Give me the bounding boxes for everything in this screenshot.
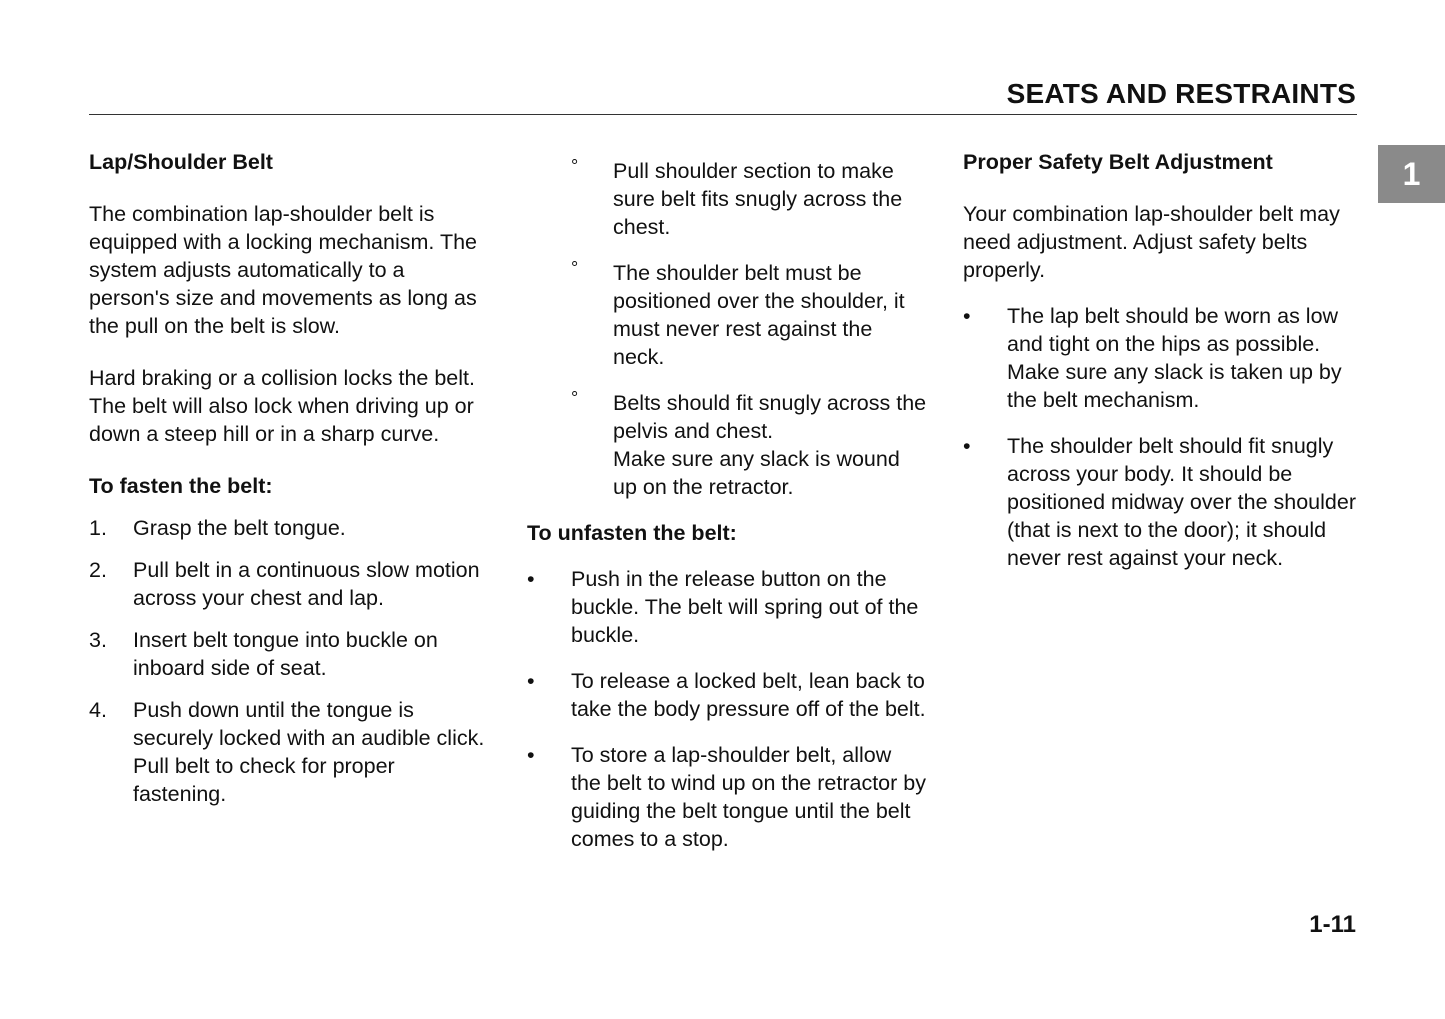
bullet-icon: • (527, 567, 535, 591)
item-text: The shoulder belt should fit snugly across your body. It should be positioned midway over the shoulder (that is next to the door); it should never rest against your neck. (1007, 434, 1356, 570)
step-number: 3. (89, 628, 107, 652)
list-item (527, 157, 927, 241)
heading-fasten: To fasten the belt: (89, 474, 273, 498)
section-title: SEATS AND RESTRAINTS (1006, 78, 1356, 109)
step-text: Grasp the belt tongue. (133, 516, 346, 540)
bullet-icon: • (527, 743, 535, 767)
circle-bullet-icon: ° (571, 156, 579, 176)
list-item (89, 626, 489, 682)
circle-bullet-icon: ° (571, 258, 579, 278)
step-text: Push down until the tongue is securely locked with an audible click. Pull belt to check for proper fastening. (133, 698, 485, 806)
step-text: Pull belt in a continuous slow motion across your chest and lap. (133, 558, 480, 610)
page-number: 1-11 (1309, 911, 1356, 938)
item-text: Pull shoulder section to make sure belt fits snugly across the chest. (613, 159, 903, 239)
bullet-icon: • (963, 434, 971, 458)
paragraph: The combination lap-shoulder belt is equipped with a locking mechanism. The system adjusts automatically to a person's size and movements as long as the pull on the belt is slow. (89, 202, 478, 338)
list-item (527, 667, 927, 723)
heading-lap-shoulder-belt: Lap/Shoulder Belt (89, 150, 273, 174)
header-divider (89, 114, 1357, 115)
item-text: To store a lap-shoulder belt, allow the belt to wind up on the retractor by guiding the belt tongue until the belt comes to a stop. (571, 743, 926, 851)
item-text: The lap belt should be worn as low and tight on the hips as possible. Make sure any slack is taken up by the belt mechanism. (1007, 304, 1342, 412)
step-number: 2. (89, 558, 107, 582)
paragraph: Hard braking or a collision locks the belt. The belt will also lock when driving up or down a steep hill or in a sharp curve. (89, 366, 475, 446)
paragraph: Your combination lap-shoulder belt may need adjustment. Adjust safety belts properly. (963, 202, 1340, 282)
bullet-icon: • (963, 304, 971, 328)
column-middle (527, 157, 927, 853)
list-item (527, 389, 927, 501)
heading-unfasten: To unfasten the belt: (527, 521, 737, 545)
item-text: Make sure any slack is wound up on the retractor. (613, 447, 900, 499)
list-item (527, 741, 927, 853)
bullet-icon: • (527, 669, 535, 693)
item-text: Belts should fit snugly across the pelvis and chest. (613, 391, 927, 443)
list-item (89, 696, 489, 808)
list-item (527, 565, 927, 649)
step-text: Insert belt tongue into buckle on inboard side of seat. (133, 628, 438, 680)
list-item (89, 514, 489, 542)
column-left (89, 148, 489, 808)
list-item (963, 302, 1363, 414)
list-item (527, 259, 927, 371)
circle-bullet-icon: ° (571, 388, 579, 408)
list-item (89, 556, 489, 612)
step-number: 1. (89, 516, 107, 540)
heading-adjustment: Proper Safety Belt Adjustment (963, 150, 1273, 174)
step-number: 4. (89, 698, 107, 722)
item-text: To release a locked belt, lean back to take the body pressure off of the belt. (571, 669, 926, 721)
column-right (963, 148, 1363, 572)
item-text: Push in the release button on the buckle. The belt will spring out of the buckle. (571, 567, 919, 647)
item-text: The shoulder belt must be positioned over the shoulder, it must never rest against the neck. (613, 261, 905, 369)
list-item (963, 432, 1363, 572)
chapter-tab: 1 (1378, 145, 1445, 203)
